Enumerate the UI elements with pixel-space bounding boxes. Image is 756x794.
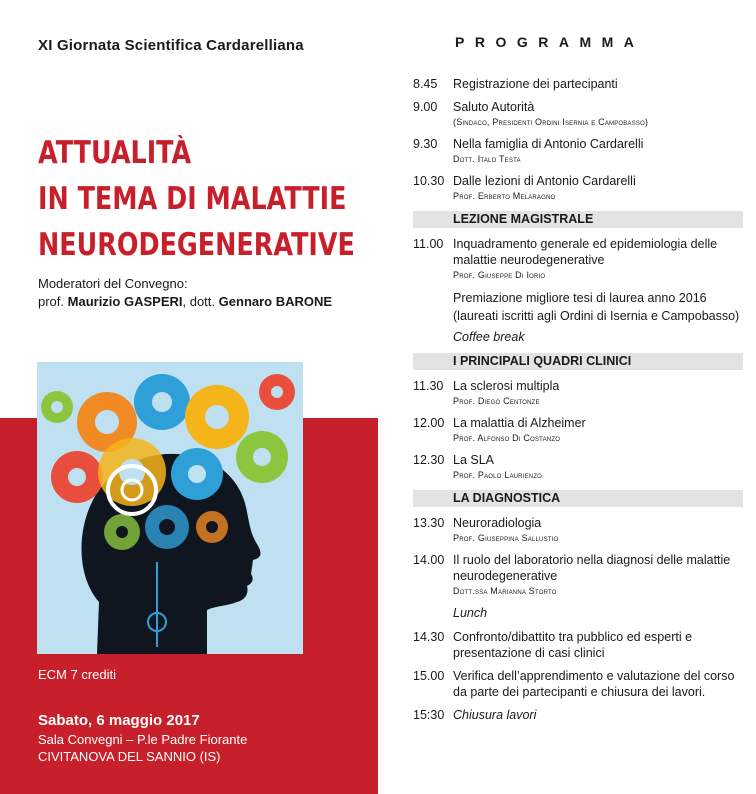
- schedule-item-title: Verifica dell’apprendimento e valutazione del corso da parte dei partecipanti e chiusura dei lavori.: [453, 669, 735, 699]
- schedule-time: 15.00: [413, 669, 445, 683]
- schedule-row: [413, 415, 743, 445]
- schedule-row: [413, 668, 743, 700]
- moderators-names: [38, 293, 332, 311]
- headline-line-3: NEURODEGENERATIVE: [38, 227, 355, 263]
- schedule-row: [413, 236, 743, 282]
- schedule-item-title: Saluto Autorità: [453, 100, 535, 114]
- event-venue: Sala Convegni – P.le Padre Fiorante: [38, 732, 248, 747]
- schedule-row: [413, 99, 743, 129]
- schedule-time: 13.30: [413, 516, 445, 530]
- moderator-prefix-2: , dott.: [182, 294, 216, 309]
- schedule-item-title: Registrazione dei partecipanti: [453, 77, 618, 91]
- moderator-prefix: prof.: [38, 294, 65, 309]
- programma-title: PROGRAMMA: [455, 34, 645, 50]
- schedule-time: 10.30: [413, 174, 445, 188]
- schedule-row: [413, 452, 743, 482]
- schedule-row: [413, 173, 743, 203]
- premiazione-text: Premiazione migliore tesi di laurea anno 2016 (laureati iscritti agli Ordini di Isernia e Campobasso): [453, 291, 740, 323]
- schedule-time: 14.00: [413, 553, 445, 567]
- event-info: [38, 711, 247, 765]
- schedule-time: 12.30: [413, 453, 445, 467]
- headline-line-2: IN TEMA DI MALATTIE: [38, 181, 347, 217]
- schedule-speaker: Prof. Alfonso Di Costanzo: [453, 433, 561, 443]
- schedule-row: [413, 378, 743, 408]
- schedule-time: 12.00: [413, 416, 445, 430]
- schedule-item-title: Inquadramento generale ed epidemiologia delle malattie neurodegenerative: [453, 237, 718, 267]
- section-header-quadri-clinici: I PRINCIPALI QUADRI CLINICI: [413, 353, 743, 370]
- section-header-lezione-magistrale: LEZIONE MAGISTRALE: [413, 211, 743, 228]
- schedule-item-title: La malattia di Alzheimer: [453, 416, 586, 430]
- schedule-speaker: Prof. Giuseppe Di Iorio: [453, 270, 546, 280]
- schedule-time: 15:30: [413, 708, 445, 722]
- schedule-speaker: Prof. Diego Centonze: [453, 396, 540, 406]
- schedule-speaker: Prof. Erberto Melaragno: [453, 191, 556, 201]
- schedule-speaker: Prof. Paolo Laurienzo: [453, 470, 543, 480]
- schedule-time: 11.00: [413, 237, 444, 251]
- schedule-row: [413, 515, 743, 545]
- event-city: CIVITANOVA DEL SANNIO (IS): [38, 749, 221, 764]
- coffee-break: Coffee break: [453, 330, 525, 344]
- schedule-row: [413, 707, 743, 723]
- headline: [38, 130, 355, 268]
- schedule-item-title: Neuroradiologia: [453, 516, 542, 530]
- schedule-item-title: Chiusura lavori: [453, 708, 537, 722]
- schedule-speaker: Prof. Giuseppina Sallustio: [453, 533, 559, 543]
- schedule-speaker: (Sindaco, Presidenti Ordini Isernia e Campobasso): [453, 117, 649, 127]
- moderator-name-2: Gennaro BARONE: [218, 294, 333, 309]
- lunch: Lunch: [453, 606, 488, 620]
- section-header-diagnostica: LA DIAGNOSTICA: [413, 490, 743, 507]
- program-schedule: [413, 76, 743, 730]
- schedule-time: 9.00: [413, 100, 438, 114]
- ecm-credits: ECM 7 crediti: [38, 667, 117, 682]
- head-gears-image: [37, 362, 303, 654]
- schedule-item-title: La sclerosi multipla: [453, 379, 560, 393]
- headline-line-1: ATTUALITÀ: [38, 135, 192, 171]
- schedule-time: 9.30: [413, 137, 438, 151]
- schedule-item-title: Il ruolo del laboratorio nella diagnosi delle malattie neurodegenerative: [453, 553, 731, 583]
- event-date: Sabato, 6 maggio 2017: [38, 712, 200, 729]
- schedule-time: 8.45: [413, 77, 438, 91]
- schedule-speaker: Dott. Italo Testa: [453, 154, 521, 164]
- moderators: [38, 275, 332, 311]
- schedule-item-title: La SLA: [453, 453, 495, 467]
- brain-gears-illustration: [37, 362, 303, 654]
- schedule-row: [413, 136, 743, 166]
- schedule-row: [413, 552, 743, 598]
- moderators-label: Moderatori del Convegno:: [38, 276, 188, 291]
- moderator-name-1: Maurizio GASPERI: [67, 294, 183, 309]
- event-title: XI Giornata Scientifica Cardarelliana: [38, 37, 304, 54]
- schedule-item-title: Dalle lezioni di Antonio Cardarelli: [453, 174, 636, 188]
- schedule-time: 11.30: [413, 379, 444, 393]
- schedule-row: [413, 76, 743, 92]
- schedule-row: [413, 629, 743, 661]
- schedule-speaker: Dott.ssa Marianna Storto: [453, 586, 557, 596]
- schedule-item-title: Nella famiglia di Antonio Cardarelli: [453, 137, 644, 151]
- schedule-item-title: Confronto/dibattito tra pubblico ed esperti e presentazione di casi clinici: [453, 630, 693, 660]
- schedule-time: 14.30: [413, 630, 445, 644]
